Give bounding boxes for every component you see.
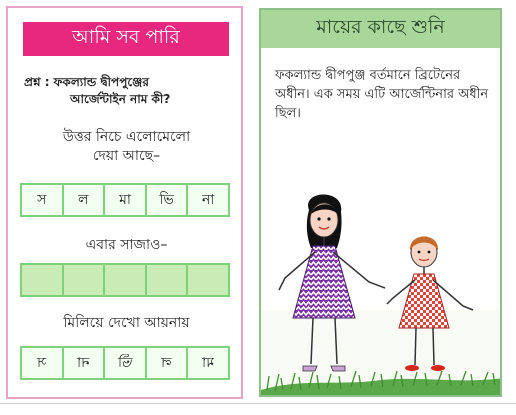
mirrored-cell: ল (145, 346, 189, 380)
letter-cell: স (20, 183, 64, 217)
puzzle-card (6, 6, 243, 399)
hint-mirror: মিলিয়ে দেখো আয়নায় (63, 315, 190, 331)
answer-cell[interactable] (145, 263, 189, 297)
question-line-2: আর্জেন্টাইন নাম কী? (70, 92, 171, 106)
scrambled-letters-row (20, 183, 230, 217)
mirrored-cell: না (62, 346, 106, 380)
question-line-1: প্রশ্ন : ফকল্যান্ড দ্বীপপুঞ্জের (24, 75, 150, 89)
mirrored-answer-row (20, 346, 230, 380)
hint-arrange: এবার সাজাও– (85, 237, 168, 253)
answer-cell[interactable] (186, 263, 230, 297)
letter-cell: ল (62, 183, 106, 217)
puzzle-title: আমি সব পারি (23, 22, 229, 56)
story-card (259, 8, 502, 397)
answer-cell[interactable] (20, 263, 64, 297)
mother-child-illustration (261, 190, 502, 397)
mirrored-cell: স (20, 346, 64, 380)
mirrored-cell: মা (186, 346, 230, 380)
letter-cell: মা (103, 183, 147, 217)
mirrored-cell: ভী (103, 346, 147, 380)
letter-cell: ভি (145, 183, 189, 217)
answer-cell[interactable] (62, 263, 106, 297)
answer-cell[interactable] (103, 263, 147, 297)
page-divider (0, 403, 516, 404)
question-text (24, 74, 234, 108)
story-text: ফকল্যান্ড দ্বীপপুঞ্জ বর্তমানে ব্রিটেনের অধীন। এক সময় এটি আর্জেন্টিনার অধীন ছিল। (275, 68, 489, 121)
hint-scrambled: উত্তর নিচে এলোমেলো দেয়া আছে– (62, 129, 191, 164)
letter-cell: না (186, 183, 230, 217)
answer-row (20, 263, 230, 297)
story-title: মায়ের কাছে শুনি (261, 10, 500, 48)
